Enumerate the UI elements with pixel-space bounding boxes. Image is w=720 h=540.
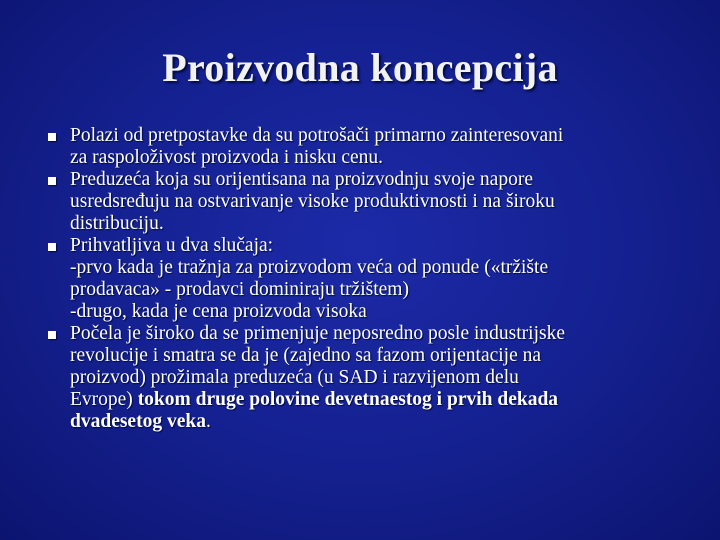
bullet-4-line-1: Počela je široko da se primenjuje neposredno posle industrijske (70, 323, 565, 344)
bullet-item-1 (48, 125, 688, 169)
square-bullet-icon (48, 133, 56, 141)
slide-title: Proizvodna koncepcija (162, 45, 558, 90)
bullet-1-line-2: za raspoloživost proizvoda i nisku cenu. (70, 147, 383, 168)
bullet-2-line-3: distribuciju. (70, 213, 164, 234)
bullet-3-line-3: prodavaca» - prodavci dominiraju tržištem) (70, 279, 409, 300)
square-bullet-icon (48, 331, 56, 339)
bullet-item-4 (48, 323, 688, 433)
bullet-4-line-4 (70, 389, 688, 411)
bullet-4-line-5-end: . (205, 411, 211, 432)
bullet-3-line-4: -drugo, kada je cena proizvoda visoka (70, 301, 367, 322)
square-bullet-icon (48, 243, 56, 251)
bullet-4-line-2: revolucije i smatra se da je (zajedno sa fazom orijentacije na (70, 345, 542, 366)
square-bullet-icon (48, 177, 56, 185)
bullet-item-2 (48, 169, 688, 235)
bullet-3-line-2: -prvo kada je tražnja za proizvodom veća od ponude («tržište (70, 257, 549, 278)
bullet-4-line-4-bold: tokom druge polovine devetnaestog i prvih dekada (137, 389, 559, 410)
bullet-item-3 (48, 235, 688, 323)
bullet-4-line-3: proizvod) prožimala preduzeća (u SAD i razvijenom delu (70, 367, 519, 388)
bullet-2-line-1: Preduzeća koja su orijentisana na proizvodnju svoje napore (70, 169, 533, 190)
bullet-list (48, 125, 688, 433)
bullet-4-line-5 (70, 411, 688, 433)
bullet-2-line-2: usredsređuju na ostvarivanje visoke produktivnosti i na široku (70, 191, 555, 212)
bullet-3-line-1: Prihvatljiva u dva slučaja: (70, 235, 274, 256)
bullet-4-line-4-start: Evrope) (70, 389, 138, 410)
bullet-1-line-1: Polazi od pretpostavke da su potrošači primarno zainteresovani (70, 125, 564, 146)
bullet-4-line-5-bold: dvadesetog veka (70, 411, 206, 432)
